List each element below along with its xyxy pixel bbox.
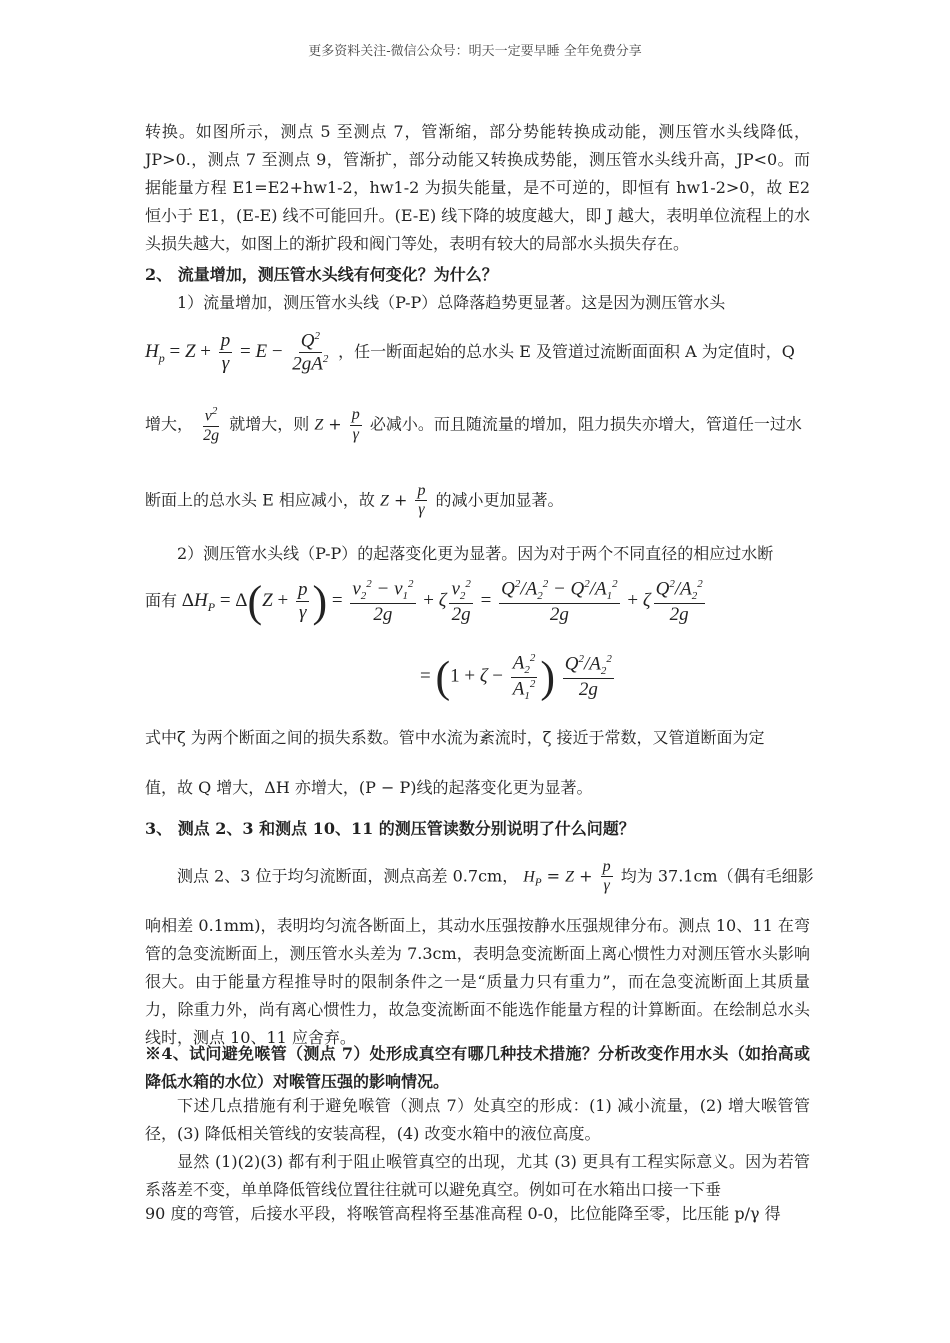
q2-paragraph-2: 2）测压管水头线（P-P）的起落变化更为显著。因为对于两个不同直径的相应过水断 <box>177 544 774 563</box>
question-2-title: 2、 流量增加，测压管水头线有何变化？为什么？ <box>145 265 498 284</box>
q2-paragraph-1: 1）流量增加，测压管水头线（P-P）总降落趋势更显著。这是因为测压管水头 <box>177 293 726 312</box>
q4-paragraph-2: 显然 (1)(2)(3) 都有利于阻止喉管真空的出现，尤其 (3) 更具有工程实际意义。因为若管系落差不变，单单降低管线位置往往就可以避免真空。例如可在水箱出口接一下垂 <box>145 1152 810 1199</box>
q2-line-2: 增大， $\frac{v^2}{2g}$ 就增大，则 Z + $\frac{p}{\gamma}$ 必减小。而且随流量的增加，阻力损失亦增大，管道任一过水 <box>145 405 802 444</box>
equation-delta-hp-cont: = (1 + ζ − $\frac{A_2^2}{A_1^2}$ ) $\frac{Q^2/A_2^2}{2g}$ <box>420 652 612 702</box>
q2-line3-a: 断面上的总水头 E 相应减小，故 <box>145 490 375 510</box>
face-text: 面有 <box>145 591 178 611</box>
q4-paragraph-3: 90 度的弯管，后接水平段，将喉管高程将至基准高程 0-0，比位能降至零，比压能 p/γ 得 <box>145 1204 781 1223</box>
equation-hp: $H_p = Z$ + $\frac{p}{\gamma}$ = E − $\frac{Q^2}{2gA^2}$ ，任一断面起始的总水头 E 及管道过流断面面积 A 为定值时，Q <box>145 330 795 375</box>
q2-zeta-line-1: 式中ζ 为两个断面之间的损失系数。管中水流为紊流时，ζ 接近于常数，又管道断面为定 <box>145 728 765 747</box>
q2-line-3: 断面上的总水头 E 相应减小，故 Z + $\frac{p}{\gamma}$ 的减小更加显著。 <box>145 482 564 519</box>
q2-line3-b: 的减小更加显著。 <box>435 490 564 510</box>
q3-answer-line-1: 测点 2、3 位于均匀流断面，测点高差 0.7cm， $H_P = Z$ + $\frac{p}{\gamma}$ 均为 37.1cm（偶有毛细影 <box>177 858 814 895</box>
q2-line2-b: 就增大，则 <box>229 414 310 434</box>
question-3-title: 3、 测点 2、3 和测点 10、11 的测压管读数分别说明了什么问题？ <box>145 819 635 838</box>
paragraph-continuation: 转换。如图所示，测点 5 至测点 7，管渐缩，部分势能转换成动能，测压管水头线降低，JP>0.，测点 7 至测点 9，管渐扩，部分动能又转换成势能，测压管水头线升高，JP<0。而据能量方程 E1=E2+hw1-2，hw1-2 为损失能量，是不可逆的，即恒有 hw1-2>0，故 E2 恒小于 E1，(E-E) 线不可能回升。(E-E) 线下降的坡度越大，即 J 越大，表明单位流程上的水头损失越大，如图上的渐扩段和阀门等处，表明有较大的局部水头损失存在。 <box>145 122 810 253</box>
q4-paragraph-1: 下述几点措施有利于避免喉管（测点 7）处真空的形成：(1) 减小流量，(2) 增大喉管管径，(3) 降低相关管线的安装高程，(4) 改变水箱中的液位高度。 <box>145 1096 810 1143</box>
question-4-title: ※4、试问避免喉管（测点 7）处形成真空有哪几种技术措施？分析改变作用水头（如抬高或降低水箱的水位）对喉管压强的影响情况。 <box>145 1044 810 1091</box>
q2-line2-a: 增大， <box>145 414 194 434</box>
equation-delta-hp: 面有 $\Delta H_P = \Delta(Z$ + $\frac{p}{\gamma}$ ) = $\frac{v_2^2 - v_1^2}{2g}$ + ζ $\frac{v_2^2}{2g}$ = $\frac{Q^2/A_2^2 - Q^2/A_1^2}{2g}$ + ζ $\frac{Q^2/A_2^2}{2g}$ <box>145 576 703 626</box>
q3-answer-1b: 均为 37.1cm（偶有毛细影 <box>620 866 814 886</box>
q2-zeta-line-2: 值，故 Q 增大，ΔH 亦增大，(P − P)线的起落变化更为显著。 <box>145 778 593 797</box>
q3-answer-body: 响相差 0.1mm)，表明均匀流各断面上，其动水压强按静水压强规律分布。测点 10、11 在弯管的急变流断面上，测压管水头差为 7.3cm，表明急变流断面上离心惯性力对测压管水头影响很大。由于能量方程推导时的限制条件之一是“质量力只有重力”，而在急变流断面上其质量力，除重力外，尚有离心惯性力，故急变流断面不能选作能量方程的计算断面。在绘制总水头线时，测点 10、11 应舍弃。 <box>145 916 810 1047</box>
page-header: 更多资料关注-微信公众号：明天一定要早睡 全年免费分享 <box>308 44 642 59</box>
q2-line2-c: 必减小。而且随流量的增加，阻力损失亦增大，管道任一过水 <box>369 414 802 434</box>
equation-tail-text: ，任一断面起始的总水头 E 及管道过流断面面积 A 为定值时，Q <box>338 342 795 362</box>
q3-answer-1a: 测点 2、3 位于均匀流断面，测点高差 0.7cm， <box>177 866 519 886</box>
